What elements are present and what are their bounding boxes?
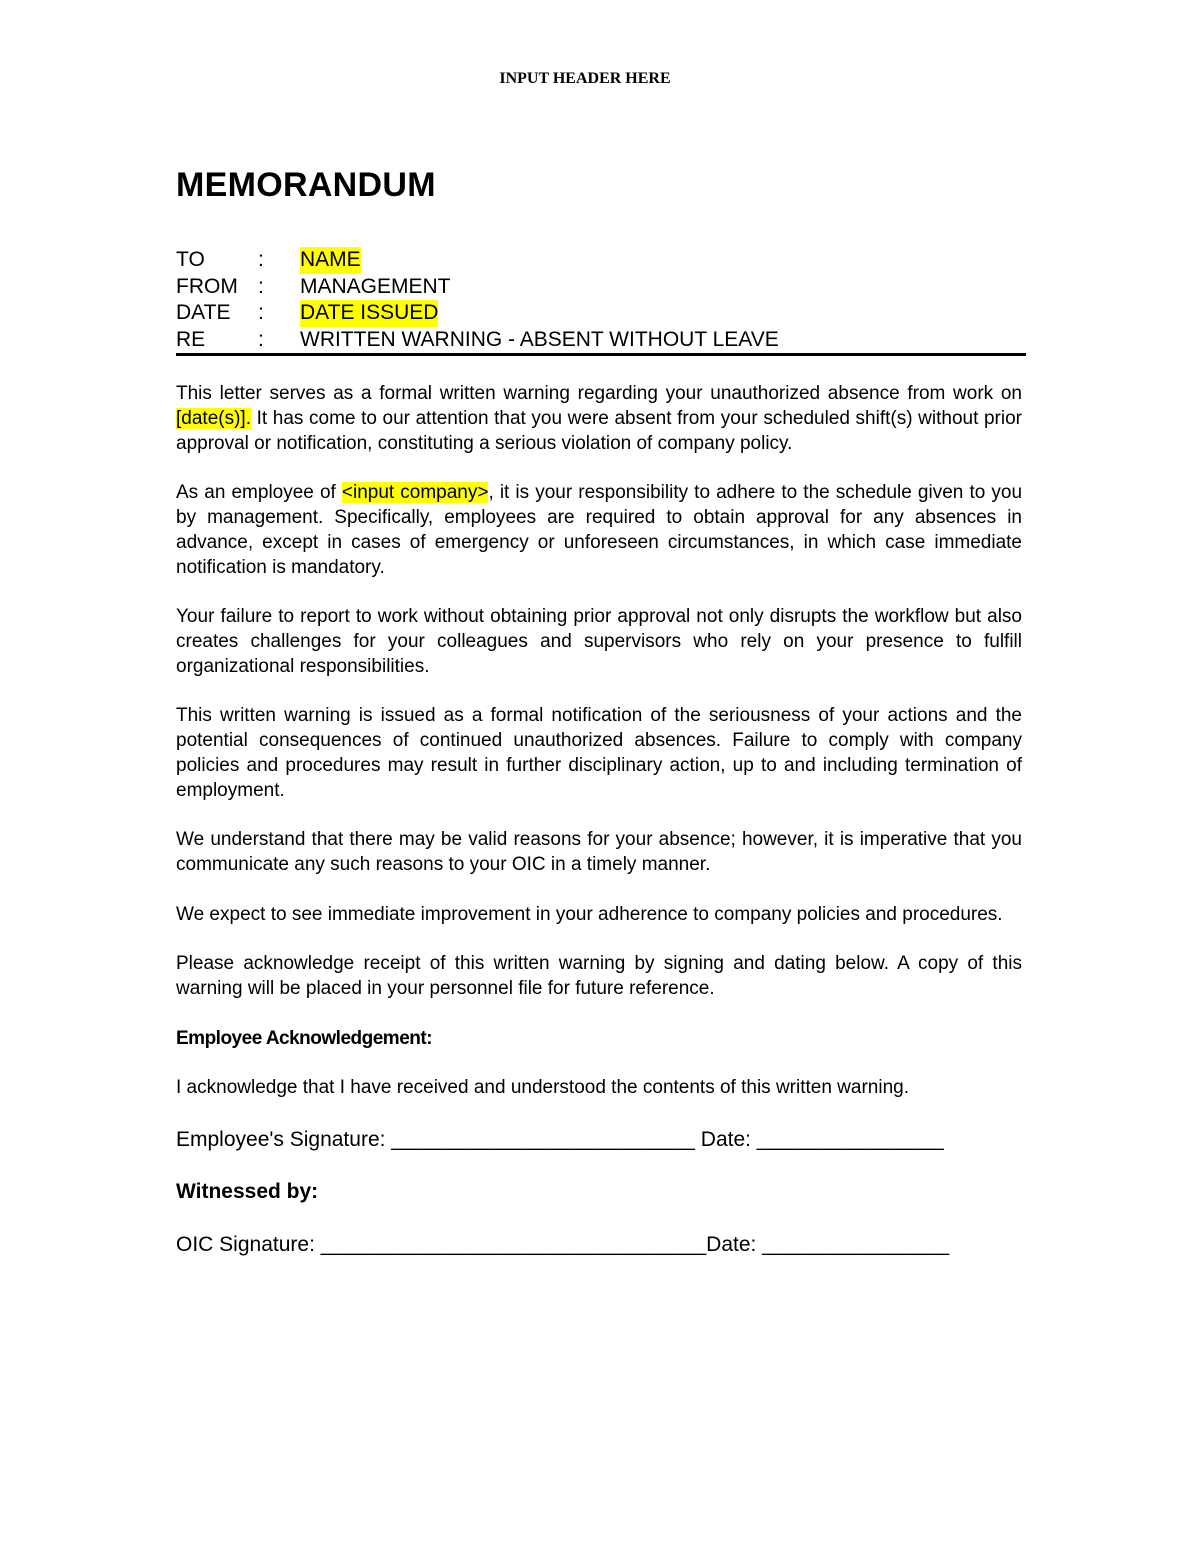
date-colon: : [258,301,264,324]
paragraph-7: Please acknowledge receipt of this written warning by signing and dating below. A copy of this warning will be placed in your personnel file for future reference. [176,953,1022,1000]
oic-signature-line: OIC Signature: _________________________________Date: ________________ [176,1232,950,1256]
paragraph-2 [176,481,1022,580]
header-divider [176,353,1026,356]
paragraph-6: We expect to see immediate improvement in your adherence to company policies and procedures. [176,903,1003,925]
witnessed-by-heading: Witnessed by: [176,1179,319,1203]
page-header: INPUT HEADER HERE [499,70,671,87]
re-colon: : [258,327,264,351]
p1-text-before: This letter serves as a formal written warning regarding your unauthorized absence from work on [176,383,1022,404]
from-value: MANAGEMENT [300,274,451,298]
p2-company-placeholder: <input company> [341,482,489,504]
paragraph-4: This written warning is issued as a formal notification of the seriousness of your actions and the potential consequences of continued unauthorized absences. Failure to comply with company policies and procedures may result in further disciplinary action, up to and including termination of employment. [176,705,1022,801]
memo-fields [176,247,1026,353]
to-value: NAME [300,247,361,274]
date-value: DATE ISSUED [300,300,438,327]
memo-title: MEMORANDUM [176,166,436,204]
re-label: RE [176,327,206,351]
acknowledgement-statement: I acknowledge that I have received and understood the contents of this written warning. [176,1077,910,1099]
to-label: TO [176,248,205,271]
p2-text-after: , it is your responsibility to adhere to the schedule given to you by management. Specifically, employees are required to obtain approval for any absences in advance, except in cases of emergency or unforeseen circumstances, in which case immediate notification is mandatory. [176,482,1023,578]
memo-row-to [176,247,1026,274]
paragraph-5: We understand that there may be valid reasons for your absence; however, it is imperative that you communicate any such reasons to your OIC in a timely manner. [176,829,1022,876]
to-colon: : [258,248,264,271]
acknowledgement-heading: Employee Acknowledgement: [176,1027,433,1049]
re-value: WRITTEN WARNING - ABSENT WITHOUT LEAVE [300,327,779,351]
paragraph-1 [176,382,1022,456]
date-label: DATE [176,301,231,324]
p1-text-after: It has come to our attention that you were absent from your scheduled shift(s) without prior approval or notification, constituting a serious violation of company policy. [176,407,1022,454]
p1-date-placeholder: [date(s)]. [176,407,251,429]
employee-signature-line: Employee's Signature: __________________________ Date: ________________ [176,1127,944,1151]
p2-text-before: As an employee of [176,482,342,504]
paragraph-3: Your failure to report to work without obtaining prior approval not only disrupts the workflow but also creates challenges for your colleagues and supervisors who rely on your presence to fulfill organizational responsibilities. [176,606,1022,677]
memo-row-from [176,274,1026,301]
from-colon: : [258,274,264,298]
from-label: FROM [176,274,238,298]
memo-body [176,382,1022,1285]
memo-row-re [176,327,1026,354]
memo-row-date [176,300,1026,327]
